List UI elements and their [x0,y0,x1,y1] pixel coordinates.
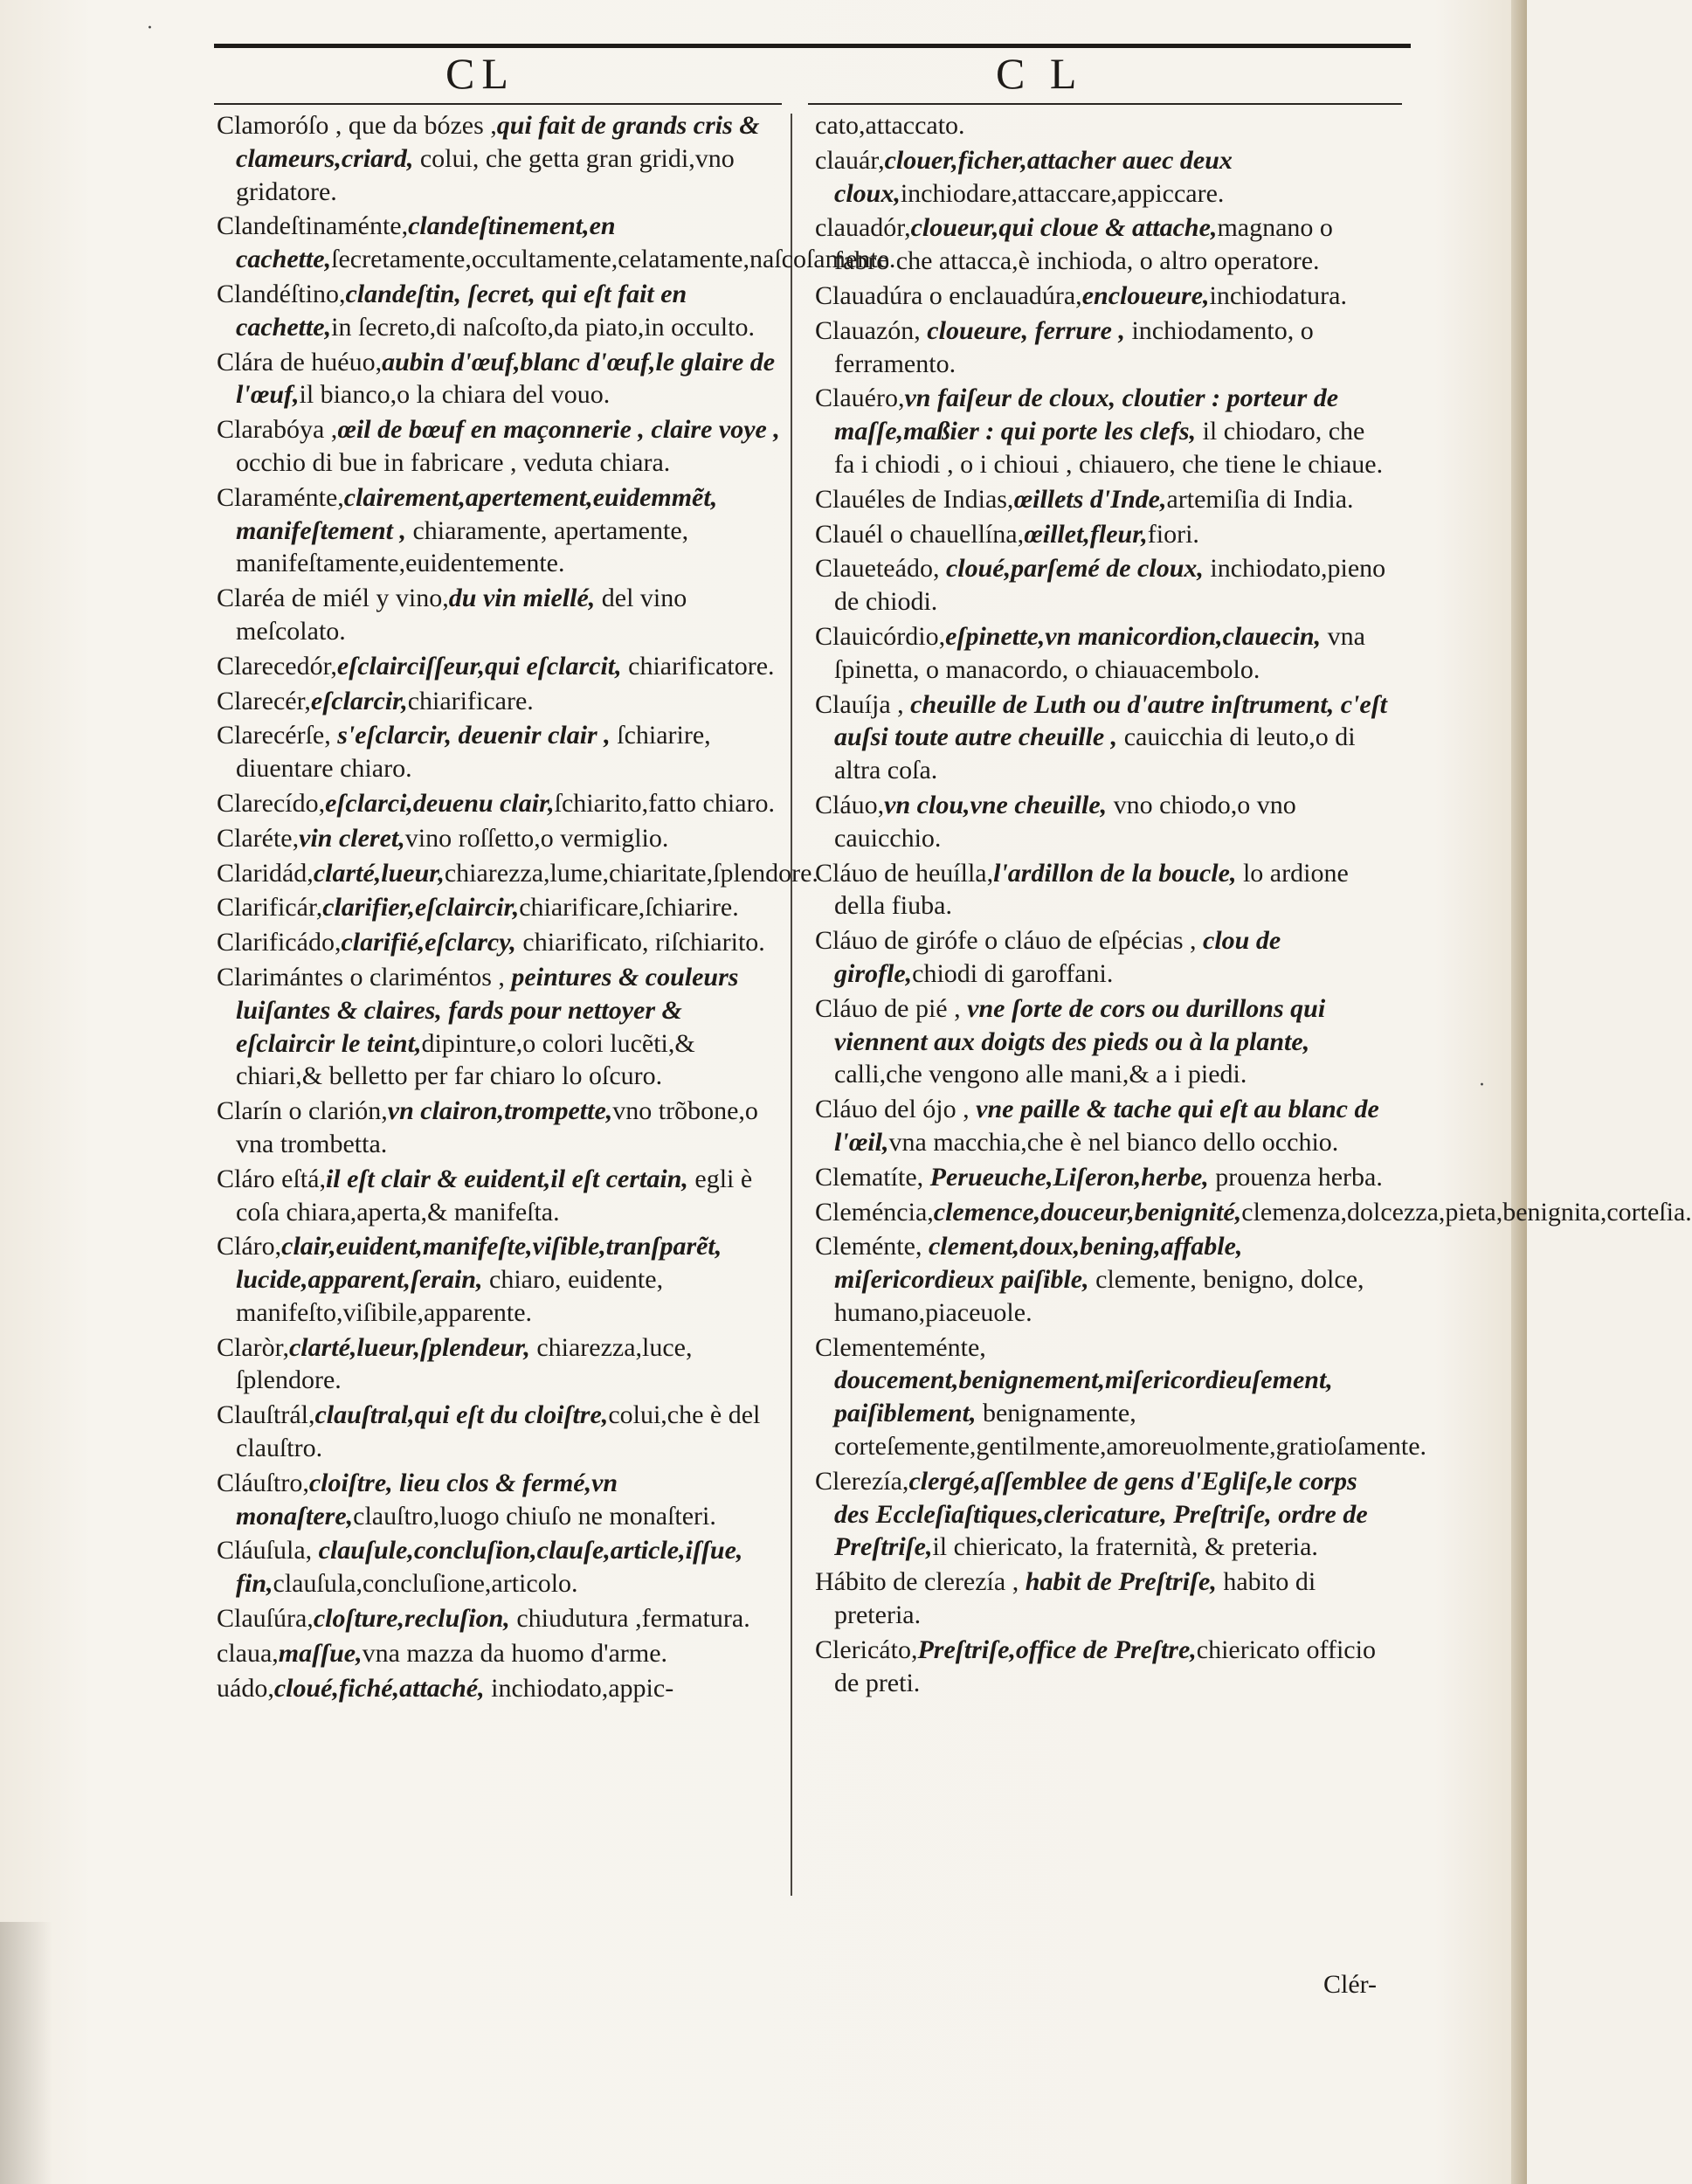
entry-headword: Clauazón, [815,315,921,345]
dictionary-entry [217,822,784,855]
dictionary-entry [217,346,784,412]
entry-headword: Cleméncia, [815,1197,934,1227]
entry-headword: Clauíja , [815,689,904,719]
entry-italian: ſchiarito,fatto chiaro. [554,788,776,818]
entry-french: eſclarci,deuenu clair, [325,788,555,818]
entry-headword: clauadór, [815,213,911,243]
dictionary-entry [815,1565,1387,1632]
entry-italian: chiarificatore. [621,651,775,681]
entry-headword: Clarificádo, [217,928,342,957]
dictionary-entry [815,789,1387,855]
entry-italian: il chiodaro, che fa i chiodi , o i chioui , chiauero, che tiene le chiaue. [834,417,1384,479]
entry-italian: vna macchia,che è nel bianco dello occhio. [888,1127,1339,1157]
entry-french: eſpinette,vn manicordion,clauecin, [945,621,1322,651]
dictionary-entry [217,961,784,1093]
entry-headword: Clauél o chauellína, [815,519,1025,549]
dictionary-entry [815,1230,1387,1329]
entry-headword: claua, [217,1638,279,1668]
entry-french: clouer,ficher,attacher auec deux cloux, [834,145,1233,208]
entry-italian: il bianco,o la chiara del vouo. [299,380,611,410]
dictionary-entry [815,144,1387,211]
entry-headword: Cláro eſtá, [217,1164,326,1193]
entry-headword: Claraménte, [217,482,344,512]
dictionary-entry [815,552,1387,619]
entry-italian: chiericato officio de preti. [834,1635,1376,1697]
dictionary-entry [217,278,784,344]
entry-french: peintures & couleurs luiſantes & claires, fards pour nettoyer & eſclaircir le teint, [236,962,739,1058]
entry-french: œillets d'Inde, [1013,484,1167,514]
entry-italian: cauicchia di leuto,o di altra coſa. [834,722,1356,785]
entry-french: clauſtral,qui eſt du cloiſtre, [314,1400,609,1430]
dictionary-entry [815,1465,1387,1564]
entry-italian: inchiodatura. [1209,280,1347,310]
entry-headword: Cláuo de pié , [815,993,961,1023]
entry-french: habit de Preſtriſe, [1019,1567,1217,1597]
entry-headword: Clarimántes o clariméntos , [217,962,505,992]
header-rule-right [808,103,1402,105]
dictionary-entry [815,1196,1692,1229]
entry-french: s'eſclarcir, deuenir clair , [330,721,611,750]
dictionary-entry [815,518,1387,551]
entry-french: œil de bœuf en maçonnerie , claire voye , [337,415,780,445]
header-rule-left [214,103,782,105]
catchword: Clér- [1323,1970,1378,1999]
dictionary-entry [815,1093,1387,1159]
entry-french: cloué,fiché,attaché, [273,1673,485,1703]
page-shadow [0,1922,52,2184]
entry-headword: Clamoróſo , que da bózes , [217,111,497,140]
entry-headword: cato,attaccato. [815,111,965,140]
column-divider [791,114,792,1896]
entry-french: clergé,aſſemblee de gens d'Egliſe,le corps des Eccleſiaſtiques,clericature, Preſtriſe, ordre de Preſtriſe, [834,1466,1368,1562]
entry-french: doucement,benignement,miſericordieuſement, paiſiblement, [834,1365,1333,1428]
entry-french: clauſule,concluſion,clauſe,article,iſſue, fin, [236,1536,743,1599]
entry-french: clou de girofle, [834,926,1281,988]
entry-italian: prouenza herba. [1208,1162,1383,1192]
entry-italian: vino roſſetto,o vermiglio. [404,823,669,853]
entry-french: qui fait de grands cris & clameurs,criard, [236,111,760,173]
entry-french: clemence,douceur,benignité, [933,1197,1242,1227]
entry-headword: Clarecér, [217,686,311,715]
entry-italian: fiori. [1147,519,1199,549]
dictionary-entry [217,1637,784,1670]
entry-headword: Clarabóya , [217,415,338,445]
dictionary-entry [815,620,1387,687]
entry-headword: Clementeménte, [815,1332,986,1362]
entry-headword: Clauéro, [815,384,905,413]
entry-headword: Clarecedór, [217,651,337,681]
entry-italian: chiarezza,luce, ſplendore. [236,1332,693,1395]
dictionary-entry [815,992,1387,1091]
entry-italian: inchiodato,pieno de chiodi. [834,554,1386,617]
entry-italian: inchiodamento, o ferramento. [834,315,1314,378]
entry-french: cloué,parſemé de cloux, [939,554,1204,584]
entry-french: vne ſorte de cors ou durillons qui viennent aux doigts des pieds ou à la plante, [834,993,1326,1056]
entry-headword: clauár, [815,145,885,175]
entry-french: l'ardillon de la boucle, [993,858,1237,888]
entry-headword: Clarecérſe, [217,721,331,750]
entry-italian: calli,che vengono alle mani,& a i piedi. [834,1060,1247,1089]
entry-headword: Cláro, [217,1232,282,1261]
entry-headword: Clarín o clarión, [217,1096,388,1126]
dictionary-entry [217,857,818,890]
ink-speck: · [147,17,153,39]
entry-french: clandeſtinement,en cachette, [236,211,616,274]
entry-italian: chiarificare,ſchiarire. [519,893,739,923]
entry-italian: chiarificato, riſchiarito. [515,928,765,957]
entry-italian: chiudutura ,fermatura. [509,1604,750,1634]
dictionary-entry [815,857,1387,923]
entry-french: cloueur,qui cloue & attache, [910,213,1218,243]
dictionary-entry [815,1634,1387,1700]
entry-french: Perueuche,Liſeron,herbe, [923,1162,1209,1192]
entry-italian: clauſtro,luogo chiuſo ne monaſteri. [353,1501,716,1531]
entry-headword: Cláuo del ójo , [815,1095,970,1124]
entry-headword: Clematíte, [815,1162,924,1192]
entry-french: eſclarcir, [310,686,408,715]
entry-headword: Clauicórdio, [815,621,946,651]
entry-french: clement,doux,bening,affable, miſericordieux paiſible, [834,1232,1243,1295]
entry-italian: chiarezza,lume,chiaritate,ſplendore. [444,858,818,888]
entry-headword: Clauadúra o enclauadúra, [815,280,1082,310]
dictionary-entry [815,314,1387,381]
dictionary-entry [217,1331,784,1398]
dictionary-entry [815,211,1387,278]
dictionary-entry [815,280,1387,313]
entry-french: clair,euident,manifeſte,viſible,tranſparẽt, lucide,apparent,ſerain, [236,1232,722,1295]
top-rule [214,44,1411,48]
entry-french: clairement,apertement,euidemmẽt, manifeſtement , [236,482,718,545]
entry-french: maſſue, [278,1638,363,1668]
dictionary-entry [217,719,784,785]
entry-headword: Cláuo de girófe o cláuo de eſpécias , [815,926,1197,956]
entry-headword: Claréte, [217,823,300,853]
entry-headword: Cláuſula, [217,1536,313,1565]
entry-italian: inchiodare,attaccare,appiccare. [900,178,1225,208]
ink-speck: · [1479,1075,1485,1096]
entry-headword: Clauéles de Indias, [815,484,1014,514]
entry-french: il eſt clair & euident,il eſt certain, [325,1164,688,1193]
entry-headword: Claréa de miél y vino, [217,584,449,613]
entry-headword: uádo, [217,1673,274,1703]
entry-headword: Claròr, [217,1332,289,1362]
entry-french: clarifié,eſclarcy, [341,928,516,957]
dictionary-entry [815,109,1387,142]
entry-headword: Cláuo de heuílla, [815,858,994,888]
entry-italian: magnano o fabro che attacca,è inchioda, o altro operatore. [834,213,1333,276]
entry-french: eſclairciſſeur,qui eſclarcit, [336,651,622,681]
entry-italian: inchiodato,appic- [484,1673,674,1703]
dictionary-entry [815,382,1387,480]
dictionary-entry [217,1467,784,1533]
entry-italian: benignamente, corteſemente,gentilmente,amoreuolmente,gratioſamente. [834,1399,1427,1462]
entry-french: clarté,lueur, [313,858,445,888]
dictionary-entry [217,413,784,480]
dictionary-entry [217,1534,784,1600]
dictionary-entry [217,1672,784,1705]
entry-french: du vin miellé, [448,584,596,613]
entry-french: encloueure, [1081,280,1210,310]
entry-french: cloſture,recluſion, [313,1604,510,1634]
running-head-right: C L [996,49,1084,98]
entry-italian: ſchiarire, diuentare chiaro. [236,721,711,784]
dictionary-entry [217,1230,784,1329]
entry-headword: Cláuo, [815,790,885,819]
entry-headword: Hábito de clerezía , [815,1567,1019,1597]
dictionary-entry [217,926,784,959]
dictionary-entry [815,688,1387,787]
entry-italian: chiaro, euidente, manifeſto,viſibile,apparente. [236,1265,664,1327]
entry-italian: artemiſia di India. [1166,484,1354,514]
dictionary-entry [217,481,784,580]
entry-italian: vno trõbone,o vna trombetta. [236,1096,758,1158]
dictionary-entry [217,1095,784,1161]
entry-italian: egli è coſa chiara,aperta,& manifeſta. [236,1164,753,1227]
entry-french: Preſtriſe,office de Preſtre, [917,1635,1197,1664]
entry-italian: vno chiodo,o vno cauicchio. [834,790,1296,853]
entry-headword: Claridád, [217,858,314,888]
entry-italian: chiodi di garoffani. [912,958,1114,988]
entry-headword: Cleménte, [815,1232,922,1261]
entry-french: cloueure, ferrure , [920,315,1125,345]
dictionary-entry [217,685,784,718]
dictionary-entry [217,1399,784,1465]
entry-headword: Clarificár, [217,893,323,923]
dictionary-entry [815,924,1387,991]
right-column [815,109,1692,1701]
entry-italian: chiarificare. [407,686,534,715]
dictionary-entry [815,1331,1427,1463]
entry-french: cloiſtre, lieu clos & fermé,vn monaſtere, [236,1468,618,1531]
entry-italian: clemenza,dolcezza,pieta,benignita,corteſia. [1241,1197,1692,1227]
entry-italian: habito di preteria. [834,1567,1316,1630]
dictionary-entry [217,891,784,924]
dictionary-entry [815,483,1387,516]
entry-italian: clauſula,concluſione,articolo. [273,1569,578,1599]
dictionary-entry [217,787,784,820]
entry-italian: occhio di bue in fabricare , veduta chiara. [236,447,671,477]
entry-french: aubin d'œuf,blanc d'œuf,le glaire de l'œuf, [236,347,776,410]
entry-italian: dipinture,o colori lucẽti,& chiari,& belletto per far chiaro lo oſcuro. [236,1028,695,1091]
entry-italian: chiaramente, apertamente, manifeſtamente,euidentemente. [236,515,689,578]
entry-italian: in ſecreto,di naſcoſto,da piato,in occulto. [331,312,755,342]
entry-headword: Clerezía, [815,1466,909,1496]
entry-french: clarifier,eſclaircir, [322,893,520,923]
dictionary-entry [217,109,784,208]
page-edge [1511,0,1527,2184]
entry-headword: Claueteádo, [815,554,940,584]
entry-italian: lo ardione della fiuba. [834,858,1349,921]
entry-french: vn clairon,trompette, [387,1096,613,1126]
entry-headword: Clericáto, [815,1635,918,1664]
dictionary-entry [217,582,784,648]
entry-italian: clemente, benigno, dolce, humano,piaceuole. [834,1265,1364,1327]
entry-italian: colui, che getta gran gridi,vno gridatore. [236,143,735,206]
entry-headword: Clauſtrál, [217,1400,315,1430]
entry-headword: Clára de huéuo, [217,347,383,377]
entry-italian: colui,che è del clauſtro. [236,1400,761,1463]
entry-headword: Clandeſtinaménte, [217,211,409,241]
entry-french: vne paille & tache qui eſt au blanc de l'œil, [834,1095,1379,1157]
entry-italian: il chiericato, la fraternità, & preteria. [932,1532,1318,1562]
entry-headword: Clauſúra, [217,1604,314,1634]
entry-french: vin cleret, [299,823,405,853]
entry-french: œillet,fleur, [1024,519,1148,549]
entry-headword: Clarecído, [217,788,326,818]
entry-italian: vna mazza da huomo d'arme. [362,1638,668,1668]
entry-french: cheuille de Luth ou d'autre inſtrument, c'eſt auſsi toute autre cheuille , [834,689,1388,752]
entry-italian: vna ſpinetta, o manacordo, o chiauacembolo. [834,621,1365,684]
entry-italian: del vino meſcolato. [236,584,687,646]
dictionary-entry [217,1602,784,1635]
entry-french: vn clou,vne cheuille, [884,790,1108,819]
dictionary-entry [217,650,784,683]
dictionary-entry [217,1163,784,1229]
entry-headword: Clandéſtino, [217,279,346,308]
dictionary-entry [815,1161,1387,1194]
entry-french: vn faiſeur de cloux, cloutier : porteur de maſſe,maßier : qui porte les clefs, [834,384,1339,446]
entry-italian: ſecretamente,occultamente,celatamente,naſcoſamente. [331,245,896,274]
entry-french: clandeſtin, ſecret, qui eſt fait en cachette, [236,279,687,342]
entry-french: clarté,lueur,ſplendeur, [288,1332,530,1362]
entry-headword: Cláuſtro, [217,1468,309,1497]
running-head-left: CL [445,49,515,98]
